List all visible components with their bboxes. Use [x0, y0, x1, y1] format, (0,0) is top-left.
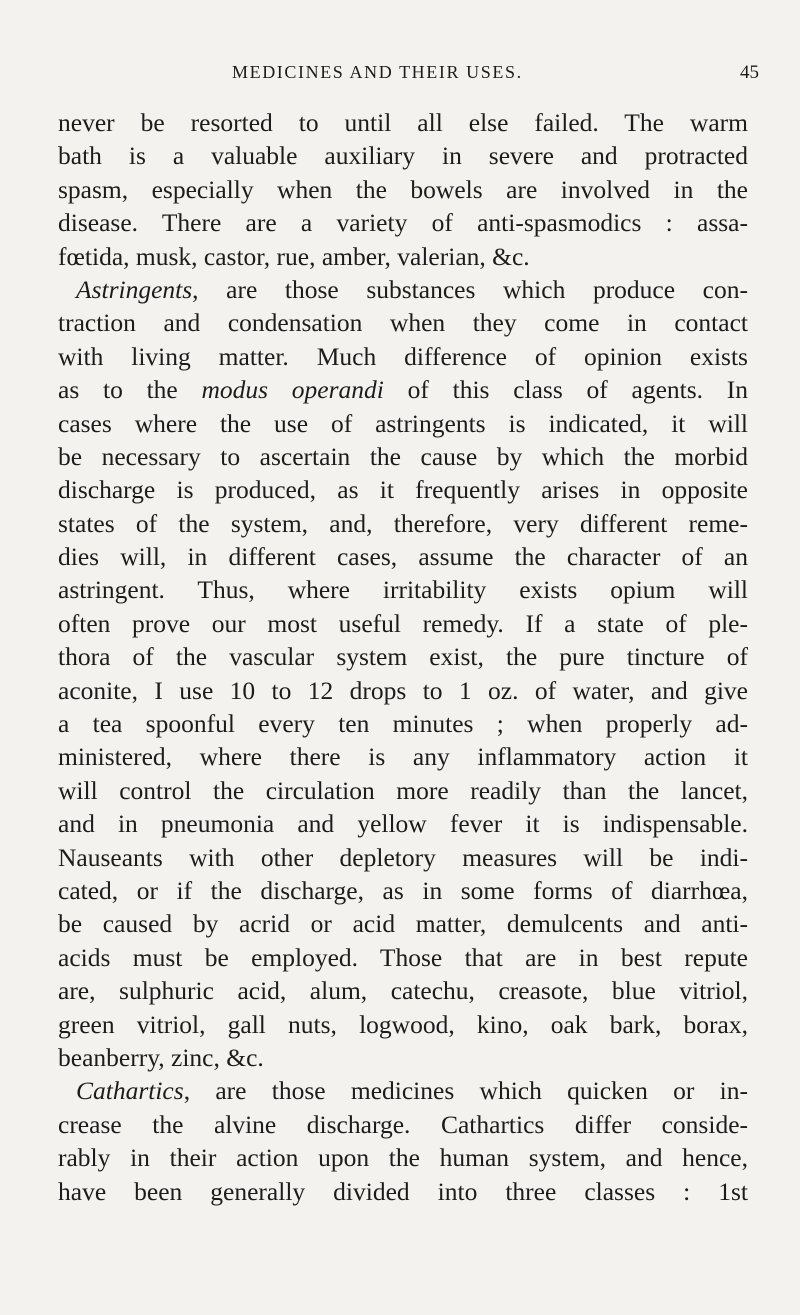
- text-line: [58, 941, 748, 974]
- text-line: [58, 173, 748, 206]
- text-line: [58, 740, 748, 773]
- body-text: [58, 106, 748, 1208]
- text-line: [58, 774, 748, 807]
- text-line: [58, 1141, 748, 1174]
- italic-term: Astringents: [76, 274, 193, 304]
- text-line: [58, 907, 748, 940]
- text-line: [58, 1108, 748, 1141]
- text-segment: ministered, where there is any inflammatory action it: [58, 742, 748, 772]
- italic-term: modus operandi: [201, 375, 384, 405]
- text-line: [58, 807, 748, 840]
- text-line: [58, 373, 748, 406]
- text-segment: spasm, especially when the bowels are involved in the: [58, 174, 748, 204]
- text-line: [58, 707, 748, 740]
- text-line: [58, 674, 748, 707]
- text-line: [58, 340, 748, 373]
- text-segment: will control the circulation more readily than the lancet,: [58, 775, 748, 805]
- text-line: [58, 874, 748, 907]
- text-segment: acids must be employed. Those that are in best repute: [58, 942, 748, 972]
- running-title: MEDICINES AND THEIR USES.: [232, 62, 523, 82]
- running-head: [0, 62, 800, 92]
- italic-term: Cathartics: [76, 1076, 184, 1106]
- text-line: [58, 106, 748, 139]
- text-segment: beanberry, zinc, &c.: [58, 1042, 264, 1072]
- text-line: [58, 1008, 748, 1041]
- text-segment: Nauseants with other depletory measures will be indi-: [58, 842, 748, 872]
- text-segment: fœtida, musk, castor, rue, amber, valerian, &c.: [58, 241, 530, 271]
- text-segment: as to the: [58, 375, 202, 405]
- text-line: [58, 306, 748, 339]
- text-segment: astringent. Thus, where irritability exists opium will: [58, 575, 748, 605]
- text-line: [58, 1175, 748, 1208]
- text-line: [58, 640, 748, 673]
- text-line: [58, 473, 748, 506]
- text-segment: often prove our most useful remedy. If a state of ple-: [58, 608, 748, 638]
- text-line: [58, 607, 748, 640]
- text-segment: thora of the vascular system exist, the pure tincture of: [58, 642, 748, 672]
- text-line: [58, 273, 748, 306]
- text-line: [58, 407, 748, 440]
- text-segment: crease the alvine discharge. Cathartics differ conside-: [58, 1109, 748, 1139]
- text-segment: are, sulphuric acid, alum, catechu, creasote, blue vitriol,: [58, 976, 748, 1006]
- text-line: [58, 139, 748, 172]
- text-line: [58, 507, 748, 540]
- text-line: [58, 974, 748, 1007]
- text-segment: a tea spoonful every ten minutes ; when properly ad-: [58, 709, 748, 739]
- text-segment: rably in their action upon the human system, and hence,: [58, 1143, 748, 1173]
- text-line: [58, 440, 748, 473]
- text-segment: bath is a valuable auxiliary in severe and protracted: [58, 141, 748, 171]
- text-segment: be necessary to ascertain the cause by which the morbid: [58, 441, 748, 471]
- text-segment: traction and condensation when they come in contact: [58, 308, 748, 338]
- text-segment: discharge is produced, as it frequently arises in opposite: [58, 475, 748, 505]
- text-line: [58, 206, 748, 239]
- text-segment: green vitriol, gall nuts, logwood, kino, oak bark, borax,: [58, 1009, 748, 1039]
- text-segment: be caused by acrid or acid matter, demulcents and anti-: [58, 909, 748, 939]
- text-segment: and in pneumonia and yellow fever it is indispensable.: [58, 809, 748, 839]
- text-line: [58, 841, 748, 874]
- text-segment: cated, or if the discharge, as in some forms of diarrhœa,: [58, 875, 748, 905]
- text-segment: disease. There are a variety of anti-spasmodics : assa-: [58, 208, 748, 238]
- text-line: [58, 1041, 748, 1074]
- text-line: [58, 540, 748, 573]
- text-line: [58, 1074, 748, 1107]
- text-line: [58, 240, 748, 273]
- text-segment: dies will, in different cases, assume the character of an: [58, 542, 748, 572]
- text-line: [58, 573, 748, 606]
- text-segment: of this class of agents. In: [383, 375, 748, 405]
- text-segment: , are those medicines which quicken or in-: [183, 1076, 748, 1106]
- text-segment: cases where the use of astringents is indicated, it will: [58, 408, 748, 438]
- text-segment: , are those substances which produce con-: [192, 274, 748, 304]
- text-segment: with living matter. Much difference of opinion exists: [58, 341, 748, 371]
- text-segment: never be resorted to until all else failed. The warm: [58, 108, 748, 137]
- text-segment: aconite, I use 10 to 12 drops to 1 oz. of water, and give: [58, 675, 748, 705]
- text-segment: have been generally divided into three classes : 1st: [58, 1176, 748, 1206]
- text-segment: states of the system, and, therefore, very different reme-: [58, 508, 748, 538]
- page-number: 45: [740, 62, 759, 83]
